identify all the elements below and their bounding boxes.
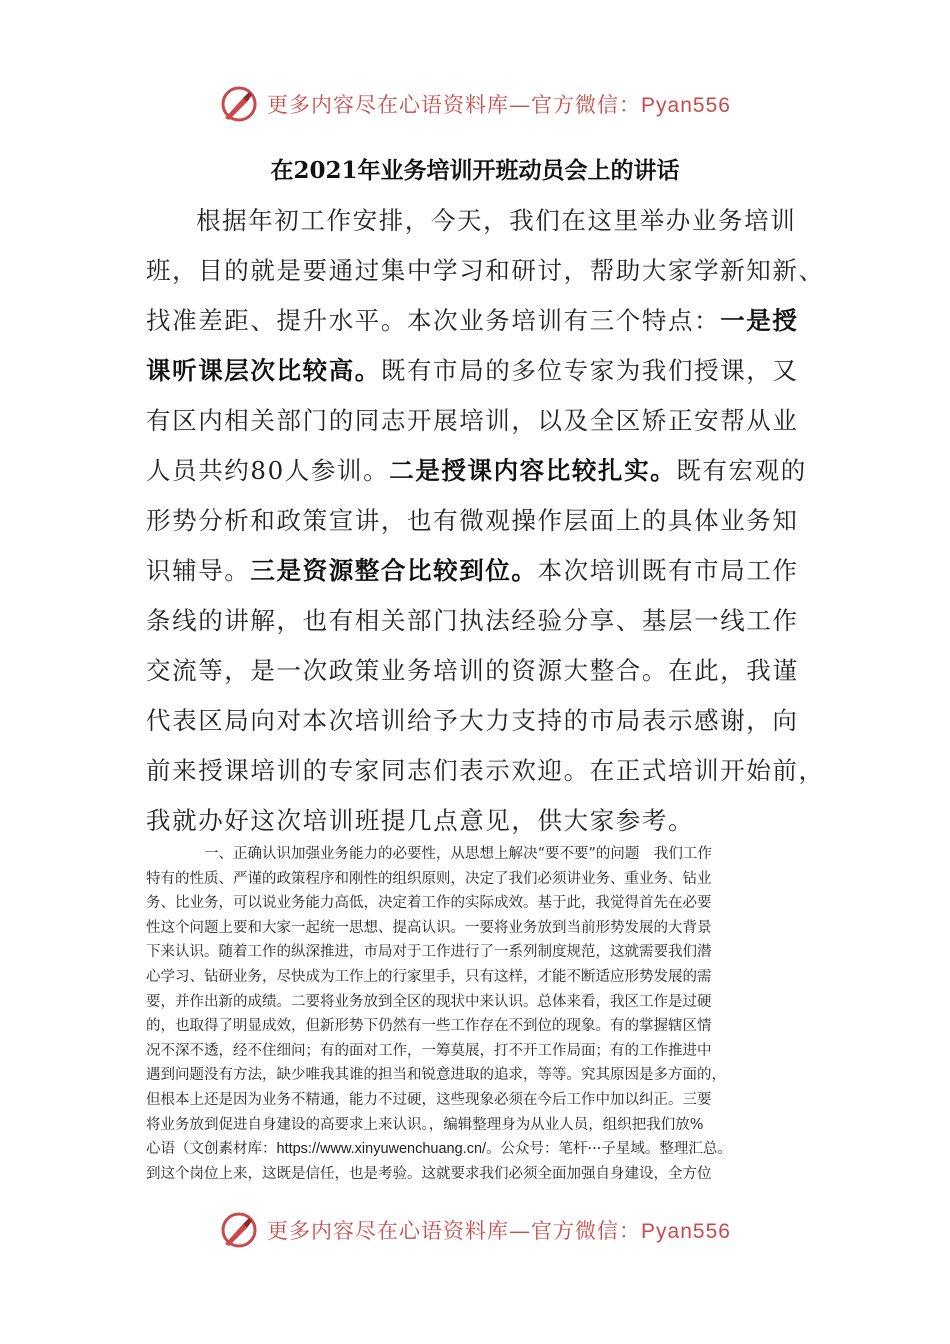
intro-line: 我就办好这次培训班提几点意见，供大家参考。: [146, 806, 695, 835]
pen-logo-icon: [219, 1210, 259, 1250]
body-line: 况不深不透，经不住细问；有的面对工作，一筹莫展，打不开工作局面；有的工作推进中: [146, 1042, 712, 1059]
source-url: https://www.xinyuwenchuang.cn/: [276, 1141, 487, 1158]
body-line: 务、比业务，可以说业务能力高低，决定着工作的实际成效。基于此，我觉得首先在必要: [146, 895, 712, 912]
pen-logo-icon: [219, 84, 259, 124]
body-line: 下来认识。随着工作的纵深推进，市局对于工作进行了一系列制度规范，这就需要我们潜: [146, 944, 712, 961]
section-one-paragraph: [146, 842, 806, 1186]
intro-line: 班，目的就是要通过集中学习和研讨，帮助大家学新知新、: [146, 256, 825, 285]
body-line: 心语（文创素材库：https://www.xinyuwenchuang.cn/。公众号：笔杆···子星域。整理汇总。: [146, 1141, 732, 1158]
intro-line: 识辅导。三是资源整合比较到位。本次培训既有市局工作: [146, 556, 799, 585]
watermark-text: 更多内容尽在心语资料库—官方微信：Pyan556: [267, 1219, 731, 1243]
wechat-id: Pyan556: [641, 94, 731, 117]
intro-line: 前来授课培训的专家同志们表示欢迎。在正式培训开始前，: [146, 756, 825, 785]
intro-line: 有区内相关部门的同志开展培训，以及全区矫正安帮从业: [146, 406, 799, 435]
highlight-point-1: 一是授: [720, 306, 799, 335]
intro-line: 人员共约80人参训。二是授课内容比较扎实。既有宏观的: [146, 456, 807, 485]
intro-line: 形势分析和政策宣讲，也有微观操作层面上的具体业务知: [146, 506, 799, 535]
intro-line: 根据年初工作安排，今天，我们在这里举办业务培训: [196, 206, 797, 235]
body-line: 心学习、钻研业务，尽快成为工作上的行家里手，只有这样，才能不断适应形势发展的需: [146, 968, 712, 985]
body-line: 要，并作出新的成绩。二要将业务放到全区的现状中来认识。总体来看，我区工作是过硬: [146, 993, 712, 1010]
intro-line: 代表区局向对本次培训给予大力支持的市局表示感谢，向: [146, 706, 799, 735]
highlight-point-2: 二是授课内容比较扎实。: [389, 456, 677, 485]
body-line: 到这个岗位上来，这既是信任，也是考验。这就要求我们必须全面加强自身建设，全方位: [146, 1165, 712, 1182]
body-line: 一、正确认识加强业务能力的必要性，从思想上解决“要不要”的问题 我们工作: [204, 846, 712, 862]
watermark-text: 更多内容尽在心语资料库—官方微信：Pyan556: [267, 93, 731, 117]
highlight-point-3: 三是资源整合比较到位。: [250, 556, 538, 585]
highlight-point-1-cont: 课听课层次比较高。: [146, 356, 381, 385]
footer-watermark: [0, 1208, 950, 1252]
body-line: 特有的性质、严谨的政策程序和刚性的组织原则，决定了我们必须讲业务、重业务、钻业: [146, 870, 712, 887]
body-line: 的，也取得了明显成效，但新形势下仍然有一些工作存在不到位的现象。有的掌握辖区情: [146, 1018, 712, 1035]
body-line: 性这个问题上要和大家一起统一思想、提高认识。一要将业务放到当前形势发展的大背景: [146, 919, 712, 936]
intro-line: 条线的讲解，也有相关部门执法经验分享、基层一线工作: [146, 606, 799, 635]
header-watermark: [0, 82, 950, 126]
body-line: 遇到问题没有方法，缺少唯我其谁的担当和锐意进取的追求，等等。究其原因是多方面的，: [146, 1067, 726, 1084]
intro-line: 交流等，是一次政策业务培训的资源大整合。在此，我谨: [146, 656, 799, 685]
intro-line: 找准差距、提升水平。本次业务培训有三个特点：一是授: [146, 306, 799, 335]
document-title: 在2021年业务培训开班动员会上的讲话: [270, 157, 680, 184]
intro-line: 课听课层次比较高。既有市局的多位专家为我们授课，又: [146, 356, 799, 385]
body-line: 但根本上还是因为业务不精通，能力不过硬，这些现象必须在今后工作中加以纠正。三要: [146, 1091, 712, 1108]
intro-paragraph: [146, 196, 825, 846]
wechat-id: Pyan556: [641, 1220, 731, 1243]
body-line: 将业务放到促进自身建设的高要求上来认识。，编辑整理身为从业人员，组织把我们放%: [146, 1116, 704, 1133]
